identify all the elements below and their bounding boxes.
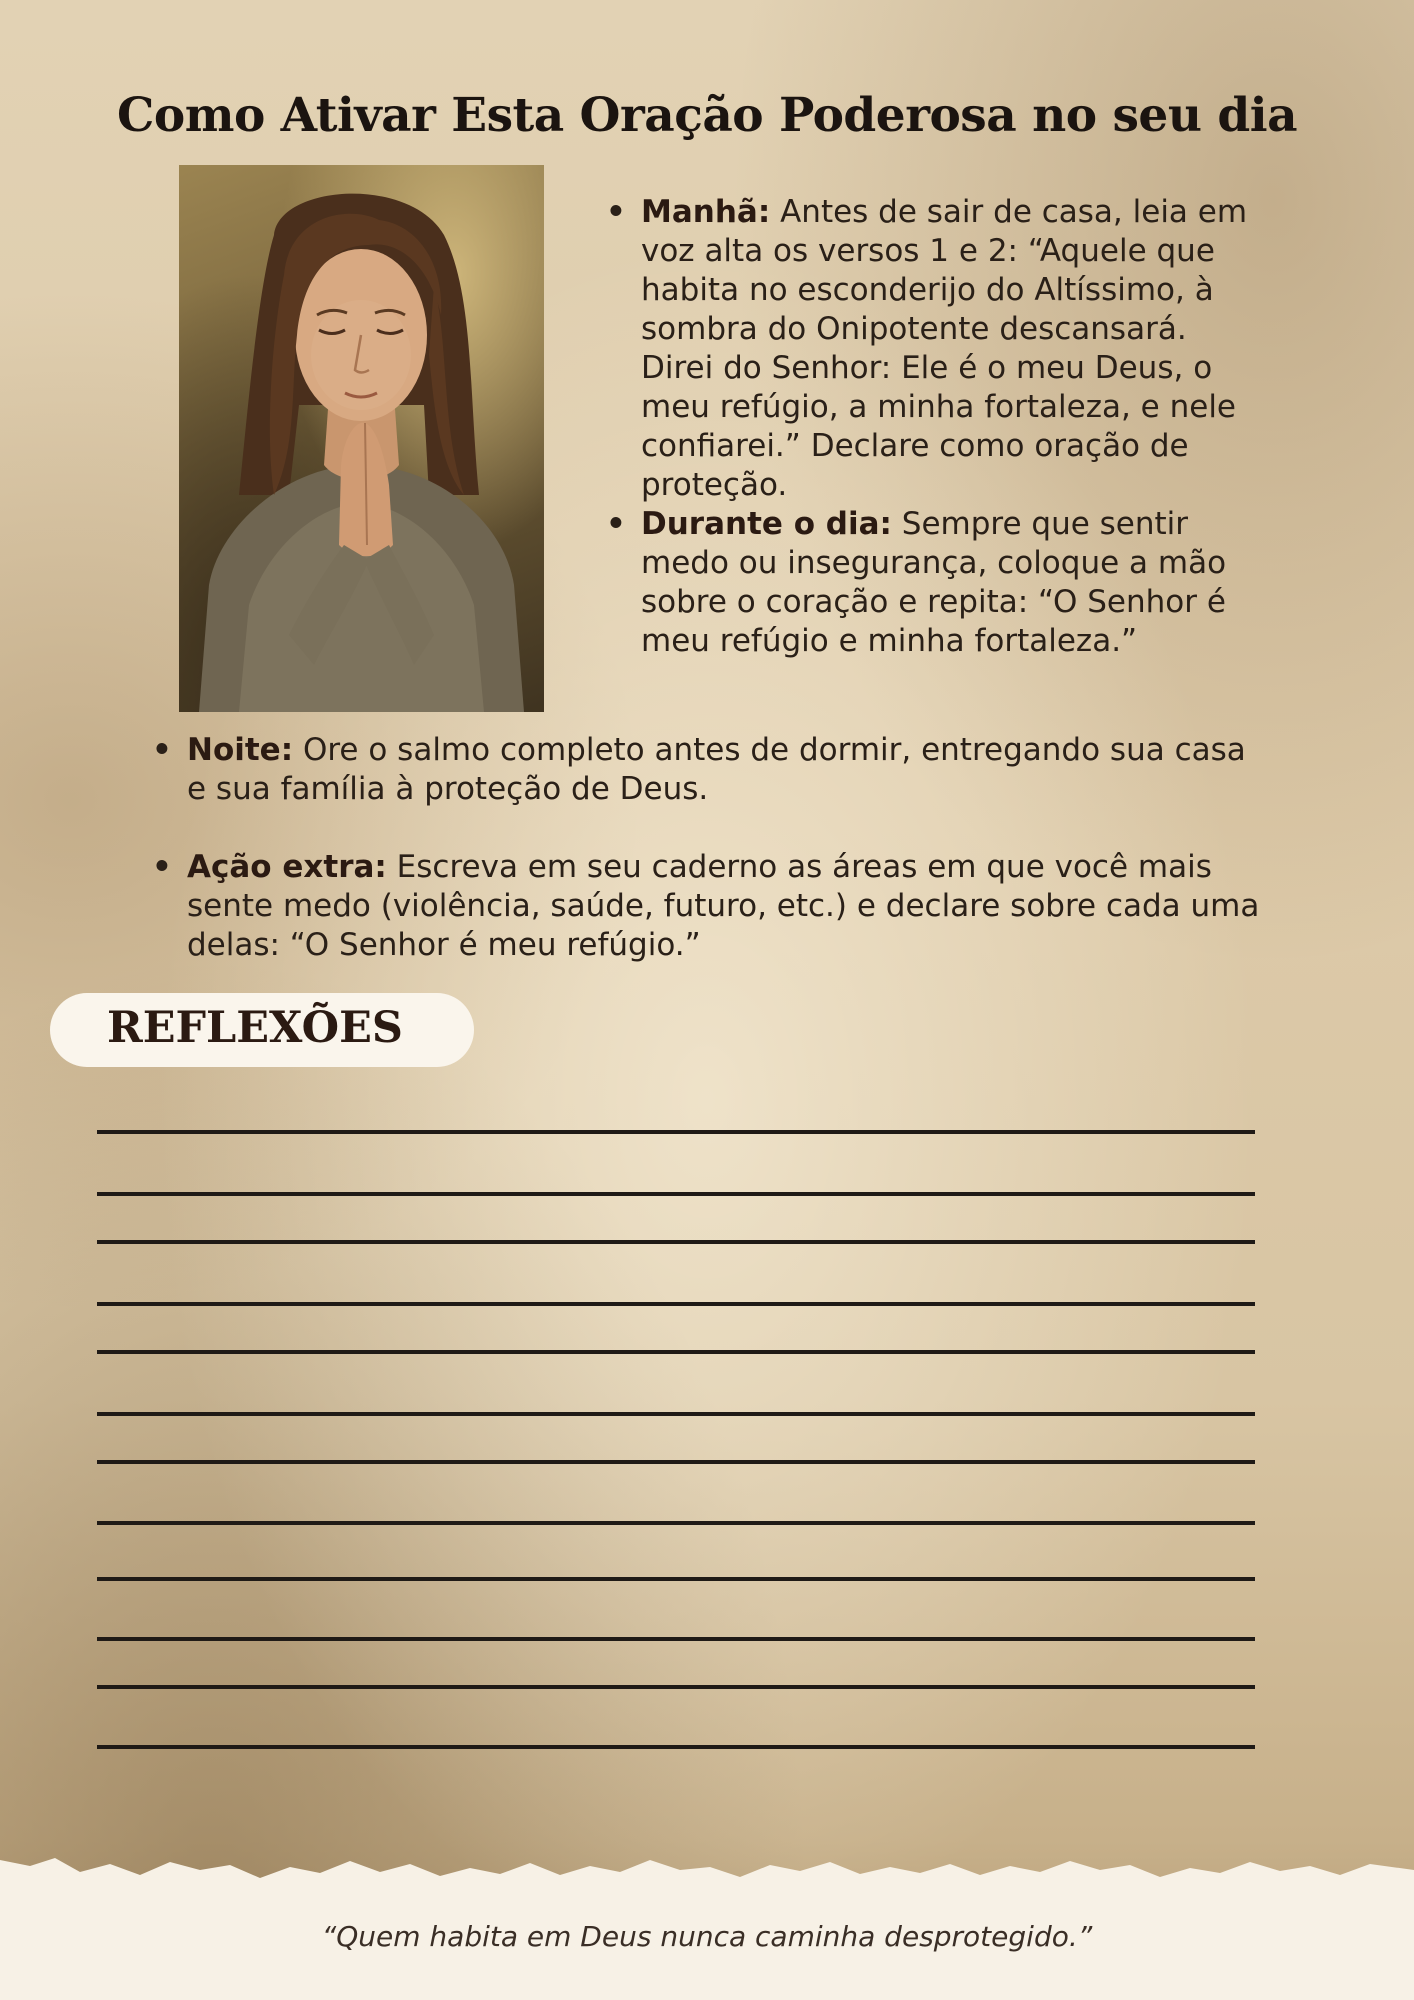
torn-paper-edge — [0, 1820, 1414, 2000]
footer-quote: “Quem habita em Deus nunca caminha desprotegido.” — [321, 1920, 1093, 1953]
writing-line[interactable] — [97, 1745, 1255, 1749]
page-title: Como Ativar Esta Oração Poderosa no seu dia — [116, 88, 1298, 143]
item-label: Noite: — [187, 732, 294, 768]
praying-woman-photo — [179, 165, 544, 712]
list-item — [150, 731, 1270, 809]
writing-line[interactable] — [97, 1130, 1255, 1134]
instructions-list-continued — [150, 731, 1270, 809]
list-item — [150, 848, 1270, 965]
writing-line[interactable] — [97, 1350, 1255, 1354]
writing-line[interactable] — [97, 1577, 1255, 1581]
writing-line[interactable] — [97, 1240, 1255, 1244]
list-item — [604, 193, 1254, 505]
instructions-list-extra — [150, 848, 1270, 965]
writing-line[interactable] — [97, 1460, 1255, 1464]
writing-line[interactable] — [97, 1192, 1255, 1196]
reflections-header — [50, 993, 474, 1067]
item-text: Antes de sair de casa, leia em voz alta os versos 1 e 2: “Aquele que habita no esconderijo do Altíssimo, à sombra do Onipotente descansará. Direi do Senhor: Ele é o meu Deus, o meu refúgio, a minha fortaleza, e nele confiarei.” Declare como oração de proteção. — [641, 194, 1248, 503]
item-label: Ação extra: — [187, 849, 387, 885]
writing-line[interactable] — [97, 1412, 1255, 1416]
list-item — [604, 505, 1254, 661]
praying-woman-illustration — [179, 165, 544, 712]
item-text: Escreva em seu caderno as áreas em que você mais sente medo (violência, saúde, futuro, etc.) e declare sobre cada uma delas: “O Senhor é meu refúgio.” — [187, 849, 1260, 963]
writing-line[interactable] — [97, 1685, 1255, 1689]
item-label: Durante o dia: — [641, 506, 892, 542]
writing-line[interactable] — [97, 1302, 1255, 1306]
item-text: Sempre que sentir medo ou insegurança, coloque a mão sobre o coração e repita: “O Senhor é meu refúgio e minha fortaleza.” — [641, 506, 1227, 659]
item-text: Ore o salmo completo antes de dormir, entregando sua casa e sua família à proteção de Deus. — [187, 732, 1246, 807]
item-label: Manhã: — [641, 194, 771, 230]
writing-line[interactable] — [97, 1637, 1255, 1641]
writing-line[interactable] — [97, 1521, 1255, 1525]
reflections-label: REFLEXÕES — [107, 1003, 403, 1053]
instructions-list — [604, 193, 1254, 661]
